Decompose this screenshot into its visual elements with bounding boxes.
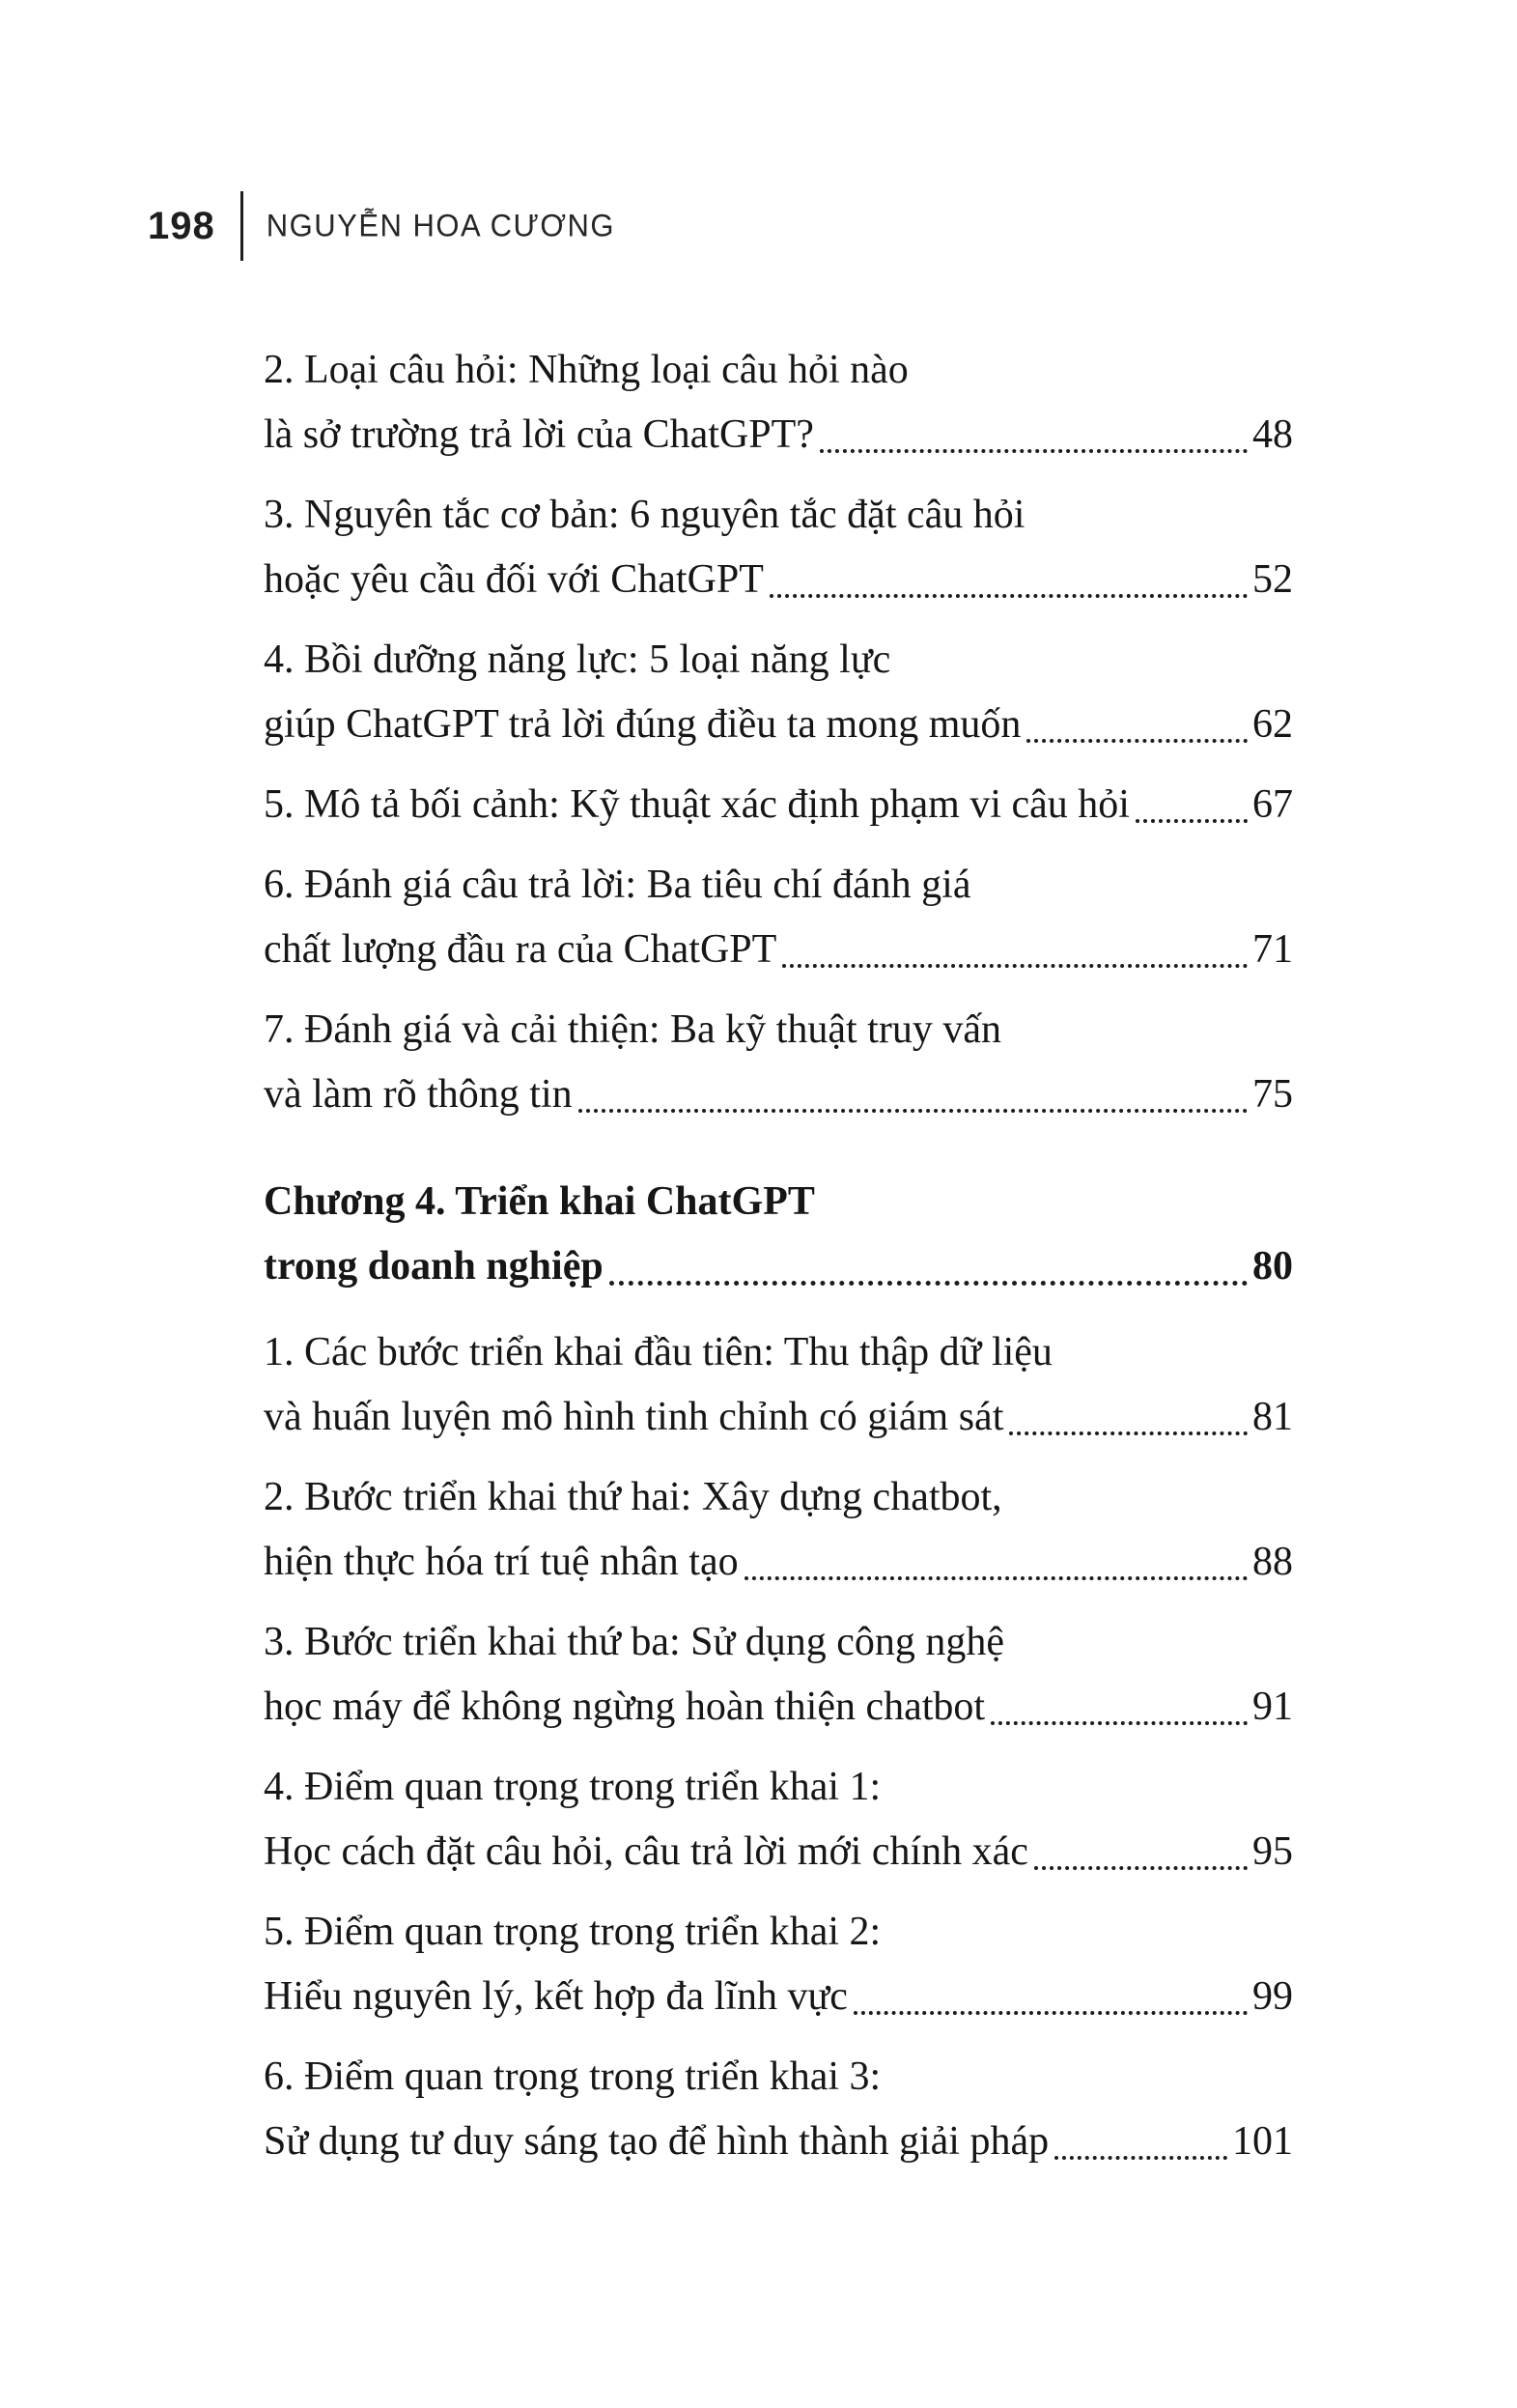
toc-entry xyxy=(264,1320,1293,1450)
toc-line xyxy=(264,2045,1293,2110)
toc-line-text: chất lượng đầu ra của ChatGPT xyxy=(264,927,777,972)
toc-line xyxy=(264,918,1293,982)
author-name: NGUYỄN HOA CƯƠNG xyxy=(266,208,616,243)
toc-line-text: Chương 4. Triển khai ChatGPT xyxy=(264,1179,815,1224)
toc-line xyxy=(264,853,1293,918)
toc-entry xyxy=(264,853,1293,982)
toc-entry xyxy=(264,998,1293,1127)
toc-line-text: hoặc yêu cầu đối với ChatGPT xyxy=(264,557,764,602)
toc-page-number: 52 xyxy=(1252,557,1293,602)
toc-line-text: 7. Đánh giá và cải thiện: Ba kỹ thuật truy vấn xyxy=(264,1007,1001,1052)
toc-line-text: 5. Điểm quan trọng trong triển khai 2: xyxy=(264,1910,882,1954)
toc-line-text: Sử dụng tư duy sáng tạo để hình thành giải pháp xyxy=(264,2119,1050,2164)
dot-leader xyxy=(744,1576,1248,1580)
dot-leader xyxy=(1136,819,1248,823)
toc-entry xyxy=(264,628,1293,757)
toc-line xyxy=(264,1062,1293,1127)
toc-line xyxy=(264,1530,1293,1595)
toc-entry xyxy=(264,1755,1293,1884)
toc-page-number: 81 xyxy=(1252,1395,1293,1439)
toc-line xyxy=(264,2110,1293,2174)
toc-entry xyxy=(264,338,1293,467)
toc-line-text: 3. Bước triển khai thứ ba: Sử dụng công nghệ xyxy=(264,1620,1005,1664)
toc-page-number: 48 xyxy=(1252,412,1293,457)
page-header xyxy=(148,189,615,263)
toc-entry xyxy=(264,1465,1293,1595)
toc-line-text: trong doanh nghiệp xyxy=(264,1244,604,1289)
toc-line xyxy=(264,403,1293,467)
dot-leader xyxy=(1034,1866,1248,1870)
toc-page-number: 88 xyxy=(1252,1540,1293,1584)
toc-line-text: học máy để không ngừng hoàn thiện chatbot xyxy=(264,1685,986,1729)
table-of-contents xyxy=(264,338,1293,2190)
toc-entry xyxy=(264,1900,1293,2029)
toc-entry xyxy=(264,773,1293,837)
toc-line-text: 3. Nguyên tắc cơ bản: 6 nguyên tắc đặt câu hỏi xyxy=(264,493,1025,537)
toc-line-text: và làm rõ thông tin xyxy=(264,1072,573,1117)
dot-leader xyxy=(854,2011,1248,2015)
toc-line-text: là sở trường trả lời của ChatGPT? xyxy=(264,412,814,457)
dot-leader xyxy=(609,1281,1248,1286)
toc-line-text: 2. Loại câu hỏi: Những loại câu hỏi nào xyxy=(264,348,909,392)
toc-entry xyxy=(264,483,1293,612)
toc-line-text: và huấn luyện mô hình tinh chỉnh có giám sát xyxy=(264,1395,1004,1439)
dot-leader xyxy=(578,1109,1248,1113)
toc-line xyxy=(264,1610,1293,1675)
toc-line-text: Hiểu nguyên lý, kết hợp đa lĩnh vực xyxy=(264,1974,848,2019)
dot-leader xyxy=(1009,1431,1248,1435)
toc-page-number: 75 xyxy=(1252,1072,1293,1117)
toc-line xyxy=(264,1234,1293,1299)
toc-line-text: hiện thực hóa trí tuệ nhân tạo xyxy=(264,1540,739,1584)
toc-line xyxy=(264,483,1293,548)
toc-line xyxy=(264,1320,1293,1385)
toc-line xyxy=(264,1385,1293,1450)
dot-leader xyxy=(820,449,1248,453)
toc-page-number: 99 xyxy=(1252,1974,1293,2019)
dot-leader xyxy=(1026,739,1248,743)
toc-page-number: 95 xyxy=(1252,1829,1293,1874)
toc-line xyxy=(264,693,1293,757)
toc-line-text: 4. Bồi dưỡng năng lực: 5 loại năng lực xyxy=(264,637,891,682)
page-number: 198 xyxy=(148,204,215,247)
toc-line xyxy=(264,1170,1293,1234)
toc-page-number: 91 xyxy=(1252,1685,1293,1729)
toc-entry xyxy=(264,2045,1293,2174)
toc-line-text: 5. Mô tả bối cảnh: Kỹ thuật xác định phạm vi câu hỏi xyxy=(264,782,1130,827)
dot-leader xyxy=(782,964,1248,968)
dot-leader xyxy=(1054,2156,1227,2160)
header-divider xyxy=(240,191,243,261)
dot-leader xyxy=(770,594,1248,598)
toc-line-text: giúp ChatGPT trả lời đúng điều ta mong muốn xyxy=(264,702,1022,747)
toc-entry xyxy=(264,1610,1293,1740)
toc-line xyxy=(264,1465,1293,1530)
toc-line-text: Học cách đặt câu hỏi, câu trả lời mới chính xác xyxy=(264,1829,1028,1874)
toc-line xyxy=(264,1675,1293,1740)
toc-line xyxy=(264,773,1293,837)
dot-leader xyxy=(991,1721,1248,1725)
toc-line xyxy=(264,628,1293,693)
toc-page-number: 62 xyxy=(1252,702,1293,747)
toc-line-text: 2. Bước triển khai thứ hai: Xây dựng chatbot, xyxy=(264,1475,1002,1519)
toc-line-text: 1. Các bước triển khai đầu tiên: Thu thập dữ liệu xyxy=(264,1330,1053,1374)
toc-line-text: 4. Điểm quan trọng trong triển khai 1: xyxy=(264,1765,882,1809)
toc-line xyxy=(264,1820,1293,1884)
toc-chapter-entry xyxy=(264,1170,1293,1299)
toc-line xyxy=(264,338,1293,403)
toc-line xyxy=(264,548,1293,612)
toc-page-number: 71 xyxy=(1252,927,1293,972)
toc-page-number: 67 xyxy=(1252,782,1293,827)
toc-line-text: 6. Đánh giá câu trả lời: Ba tiêu chí đánh giá xyxy=(264,863,971,907)
toc-page-number: 80 xyxy=(1252,1244,1293,1289)
toc-page-number: 101 xyxy=(1232,2119,1293,2164)
toc-line xyxy=(264,1900,1293,1965)
toc-line xyxy=(264,1755,1293,1820)
toc-line xyxy=(264,998,1293,1062)
toc-line xyxy=(264,1965,1293,2029)
toc-line-text: 6. Điểm quan trọng trong triển khai 3: xyxy=(264,2054,882,2099)
